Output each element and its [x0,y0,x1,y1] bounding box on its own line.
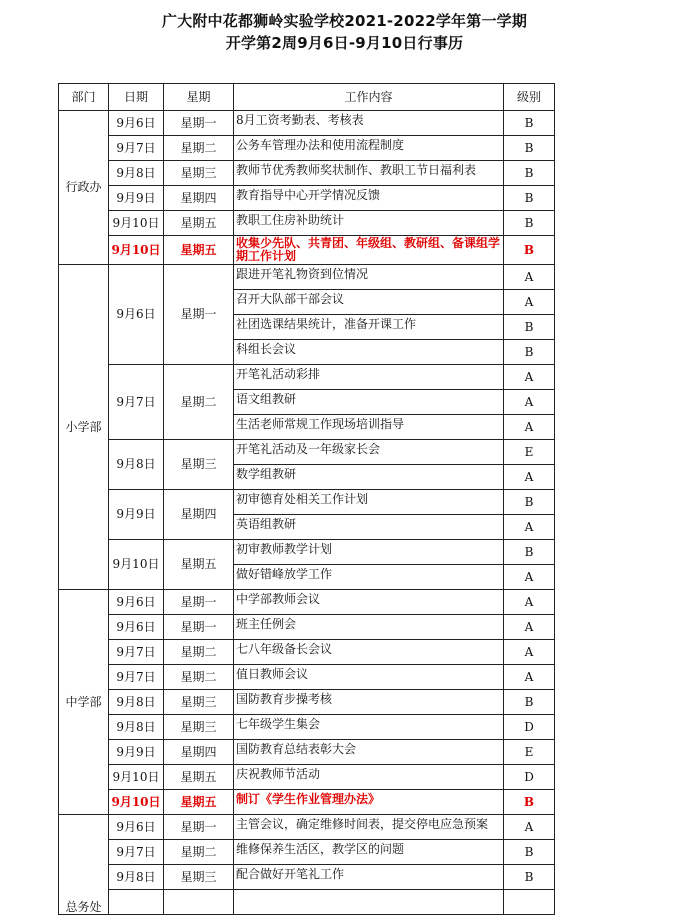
table-row [59,615,555,640]
task-cell: 生活老师常规工作现场培训指导 [234,415,504,440]
level-cell: D [504,765,555,790]
level-cell: A [504,465,555,490]
date-cell: 9月7日 [109,840,164,865]
weekday-cell: 星期四 [164,740,234,765]
table-row [59,840,555,865]
date-cell: 9月6日 [109,111,164,136]
table-row-highlighted [59,790,555,815]
task-cell: 8月工资考勤表、考核表 [234,111,504,136]
level-cell: D [504,715,555,740]
weekday-cell: 星期一 [164,815,234,840]
task-cell: 七年级学生集会 [234,715,504,740]
level-cell: A [504,665,555,690]
level-cell: B [504,236,555,265]
task-cell: 庆祝教师节活动 [234,765,504,790]
table-row [59,440,555,465]
dept-cell-general: 总务处 [59,815,109,915]
weekday-cell: 星期四 [164,186,234,211]
table-row [59,365,555,390]
table-row [59,186,555,211]
task-cell: 班主任例会 [234,615,504,640]
date-cell: 9月10日 [109,765,164,790]
task-cell: 教师节优秀教师奖状制作、教职工节日福利表 [234,161,504,186]
date-cell: 9月10日 [109,211,164,236]
level-cell: A [504,390,555,415]
weekday-cell: 星期一 [164,590,234,615]
level-cell [504,890,555,915]
schedule-table [58,83,555,915]
table-row [59,540,555,565]
level-cell: A [504,590,555,615]
level-cell: B [504,186,555,211]
table-row [59,690,555,715]
task-cell: 中学部教师会议 [234,590,504,615]
level-cell: B [504,315,555,340]
date-cell: 9月10日 [109,236,164,265]
weekday-cell: 星期五 [164,765,234,790]
column-header-date: 日期 [109,84,164,111]
date-cell: 9月6日 [109,615,164,640]
date-cell: 9月9日 [109,740,164,765]
date-cell: 9月7日 [109,136,164,161]
column-header-level: 级别 [504,84,555,111]
level-cell: E [504,440,555,465]
table-row [59,640,555,665]
level-cell: B [504,136,555,161]
level-cell: B [504,840,555,865]
column-header-weekday: 星期 [164,84,234,111]
table-row [59,136,555,161]
task-cell: 做好错峰放学工作 [234,565,504,590]
weekday-cell: 星期三 [164,161,234,186]
level-cell: B [504,211,555,236]
date-cell: 9月7日 [109,365,164,440]
level-cell: A [504,565,555,590]
date-cell: 9月6日 [109,815,164,840]
column-header-dept: 部门 [59,84,109,111]
task-cell: 召开大队部干部会议 [234,290,504,315]
task-cell: 制订《学生作业管理办法》 [234,790,504,815]
date-cell: 9月8日 [109,690,164,715]
weekday-cell: 星期五 [164,211,234,236]
date-cell: 9月8日 [109,161,164,186]
task-cell: 值日教师会议 [234,665,504,690]
task-cell: 七八年级备长会议 [234,640,504,665]
date-cell: 9月8日 [109,440,164,490]
weekday-cell: 星期五 [164,540,234,590]
date-cell: 9月8日 [109,715,164,740]
table-row [59,740,555,765]
table-row [59,161,555,186]
task-cell: 国防教育总结表彰大会 [234,740,504,765]
table-row [59,211,555,236]
weekday-cell: 星期三 [164,715,234,740]
date-cell: 9月6日 [109,265,164,365]
weekday-cell: 星期三 [164,690,234,715]
task-cell: 教育指导中心开学情况反馈 [234,186,504,211]
table-row [59,111,555,136]
weekday-cell: 星期一 [164,111,234,136]
task-cell: 开笔礼活动及一年级家长会 [234,440,504,465]
task-cell: 数学组教研 [234,465,504,490]
level-cell: A [504,265,555,290]
level-cell: A [504,415,555,440]
task-cell: 语文组教研 [234,390,504,415]
table-header-row [59,84,555,111]
task-cell: 社团选课结果统计，准备开课工作 [234,315,504,340]
level-cell: B [504,690,555,715]
level-cell: E [504,740,555,765]
task-cell: 开笔礼活动彩排 [234,365,504,390]
task-cell: 收集少先队、共青团、年级组、教研组、备课组学期工作计划 [234,236,504,265]
column-header-task: 工作内容 [234,84,504,111]
level-cell: B [504,161,555,186]
task-cell: 国防教育步操考核 [234,690,504,715]
task-cell: 配合做好开笔礼工作 [234,865,504,890]
weekday-cell: 星期二 [164,665,234,690]
date-cell: 9月7日 [109,665,164,690]
task-cell: 跟进开笔礼物资到位情况 [234,265,504,290]
level-cell: A [504,640,555,665]
weekday-cell: 星期二 [164,365,234,440]
level-cell: B [504,111,555,136]
weekday-cell: 星期一 [164,265,234,365]
page-title: 广大附中花都狮岭实验学校2021-2022学年第一学期 [161,12,528,30]
date-cell: 9月7日 [109,640,164,665]
level-cell: B [504,790,555,815]
level-cell: A [504,290,555,315]
task-cell: 初审教师教学计划 [234,540,504,565]
table-row [59,765,555,790]
table-row [59,590,555,615]
task-cell [234,815,504,840]
date-cell: 9月6日 [109,590,164,615]
task-cell: 教职工住房补助统计 [234,211,504,236]
date-cell: 9月9日 [109,186,164,211]
weekday-cell: 星期四 [164,490,234,540]
level-cell: B [504,490,555,515]
task-cell [234,890,504,915]
level-cell: A [504,615,555,640]
weekday-cell: 星期二 [164,840,234,865]
level-cell: A [504,365,555,390]
dept-cell-primary: 小学部 [59,265,109,590]
dept-cell-admin: 行政办 [59,111,109,265]
date-cell: 9月10日 [109,540,164,590]
date-cell [109,890,164,915]
weekday-cell: 星期五 [164,790,234,815]
weekday-cell: 星期五 [164,236,234,265]
weekday-cell: 星期三 [164,440,234,490]
task-cell: 公务车管理办法和使用流程制度 [234,136,504,161]
table-row [59,490,555,515]
level-cell: A [504,815,555,840]
task-cell: 维修保养生活区，教学区的问题 [234,840,504,865]
table-row [59,890,555,915]
weekday-cell: 星期二 [164,136,234,161]
level-cell: A [504,515,555,540]
weekday-cell [164,890,234,915]
weekday-cell: 星期一 [164,615,234,640]
level-cell: B [504,865,555,890]
date-cell: 9月8日 [109,865,164,890]
table-row-highlighted [59,236,555,265]
date-cell: 9月9日 [109,490,164,540]
level-cell: B [504,540,555,565]
page-subtitle: 开学第2周9月6日-9月10日行事历 [225,34,464,52]
task-cell: 英语组教研 [234,515,504,540]
weekday-cell: 星期二 [164,640,234,665]
weekday-cell: 星期三 [164,865,234,890]
table-row [59,665,555,690]
table-row [59,815,555,840]
level-cell: B [504,340,555,365]
task-cell: 科组长会议 [234,340,504,365]
dept-cell-middle: 中学部 [59,590,109,815]
table-row [59,265,555,290]
table-row [59,865,555,890]
task-cell: 初审德育处相关工作计划 [234,490,504,515]
table-row [59,715,555,740]
task-text: 主管会议，确定维修时间表，提交停电应急预案 [236,818,489,831]
date-cell: 9月10日 [109,790,164,815]
